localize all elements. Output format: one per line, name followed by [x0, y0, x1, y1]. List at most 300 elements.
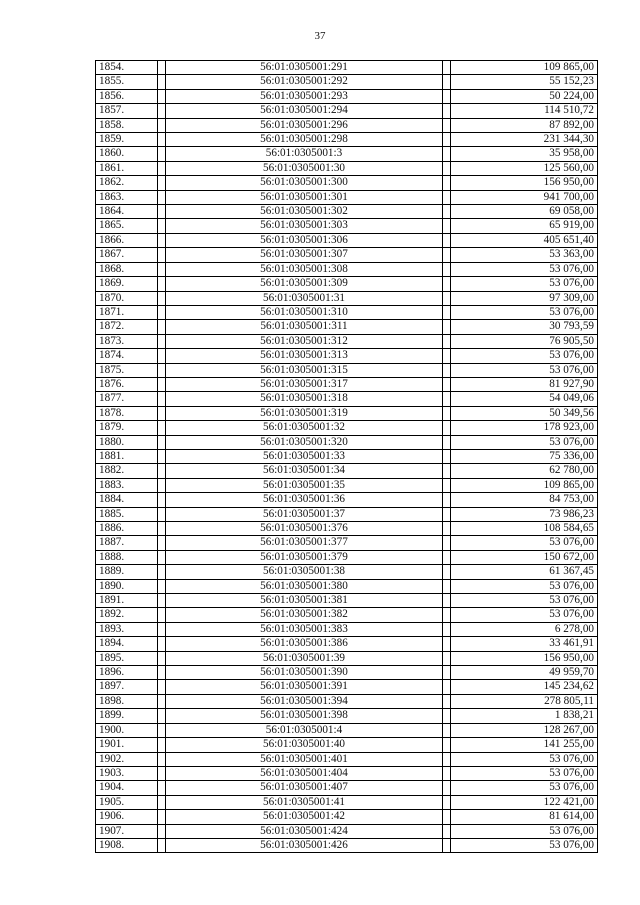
- cadastral-value-cell: 114 510,72: [451, 104, 598, 118]
- cadastral-number-cell: 56:01:0305001:302: [166, 205, 443, 219]
- cadastral-value-cell: 53 076,00: [451, 781, 598, 795]
- cadastral-value-cell: 109 865,00: [451, 61, 598, 75]
- page-number: 37: [314, 30, 326, 42]
- row-number-cell: 1904.: [96, 781, 158, 795]
- column-separator: [443, 666, 451, 680]
- table-row: [96, 723, 598, 737]
- cadastral-number-cell: 56:01:0305001:426: [166, 838, 443, 852]
- column-separator: [158, 579, 166, 593]
- column-separator: [443, 651, 451, 665]
- cadastral-number-cell: 56:01:0305001:407: [166, 781, 443, 795]
- cadastral-number-cell: 56:01:0305001:36: [166, 493, 443, 507]
- cadastral-number-cell: 56:01:0305001:382: [166, 608, 443, 622]
- row-number-cell: 1875.: [96, 363, 158, 377]
- column-separator: [443, 622, 451, 636]
- column-separator: [158, 781, 166, 795]
- cadastral-value-cell: 53 076,00: [451, 435, 598, 449]
- cadastral-value-cell: 97 309,00: [451, 291, 598, 305]
- column-separator: [158, 205, 166, 219]
- table-row: [96, 478, 598, 492]
- column-separator: [158, 493, 166, 507]
- table-row: [96, 608, 598, 622]
- row-number-cell: 1856.: [96, 89, 158, 103]
- cadastral-number-cell: 56:01:0305001:42: [166, 810, 443, 824]
- row-number-cell: 1878.: [96, 406, 158, 420]
- cadastral-value-cell: 84 753,00: [451, 493, 598, 507]
- cadastral-number-cell: 56:01:0305001:301: [166, 190, 443, 204]
- column-separator: [443, 723, 451, 737]
- column-separator: [158, 161, 166, 175]
- column-separator: [158, 752, 166, 766]
- column-separator: [443, 262, 451, 276]
- row-number-cell: 1860.: [96, 147, 158, 161]
- column-separator: [443, 838, 451, 852]
- cadastral-value-cell: 178 923,00: [451, 421, 598, 435]
- cadastral-number-cell: 56:01:0305001:40: [166, 738, 443, 752]
- column-separator: [443, 536, 451, 550]
- cadastral-value-cell: 1 838,21: [451, 709, 598, 723]
- table-row: [96, 75, 598, 89]
- table-row: [96, 680, 598, 694]
- table-row: [96, 594, 598, 608]
- row-number-cell: 1858.: [96, 118, 158, 132]
- column-separator: [158, 550, 166, 564]
- row-number-cell: 1881.: [96, 449, 158, 463]
- table-row: [96, 550, 598, 564]
- cadastral-value-cell: 109 865,00: [451, 478, 598, 492]
- cadastral-value-cell: 75 336,00: [451, 449, 598, 463]
- cadastral-number-cell: 56:01:0305001:386: [166, 637, 443, 651]
- row-number-cell: 1901.: [96, 738, 158, 752]
- cadastral-value-cell: 53 076,00: [451, 277, 598, 291]
- table-row: [96, 406, 598, 420]
- column-separator: [158, 810, 166, 824]
- cadastral-number-cell: 56:01:0305001:3: [166, 147, 443, 161]
- table-row: [96, 392, 598, 406]
- table-row: [96, 377, 598, 391]
- row-number-cell: 1880.: [96, 435, 158, 449]
- cadastral-number-cell: 56:01:0305001:311: [166, 320, 443, 334]
- cadastral-number-cell: 56:01:0305001:296: [166, 118, 443, 132]
- column-separator: [158, 622, 166, 636]
- table-row: [96, 421, 598, 435]
- cadastral-number-cell: 56:01:0305001:377: [166, 536, 443, 550]
- column-separator: [158, 190, 166, 204]
- column-separator: [443, 104, 451, 118]
- cadastral-value-cell: 53 076,00: [451, 305, 598, 319]
- cadastral-value-table: [95, 60, 598, 853]
- row-number-cell: 1883.: [96, 478, 158, 492]
- column-separator: [158, 262, 166, 276]
- column-separator: [443, 766, 451, 780]
- row-number-cell: 1903.: [96, 766, 158, 780]
- column-separator: [443, 75, 451, 89]
- column-separator: [158, 478, 166, 492]
- column-separator: [158, 594, 166, 608]
- cadastral-number-cell: 56:01:0305001:35: [166, 478, 443, 492]
- row-number-cell: 1864.: [96, 205, 158, 219]
- cadastral-value-cell: 33 461,91: [451, 637, 598, 651]
- column-separator: [443, 233, 451, 247]
- column-separator: [443, 190, 451, 204]
- column-separator: [443, 565, 451, 579]
- column-separator: [158, 421, 166, 435]
- column-separator: [443, 118, 451, 132]
- table-row: [96, 464, 598, 478]
- column-separator: [158, 89, 166, 103]
- table-row: [96, 637, 598, 651]
- cadastral-value-cell: 76 905,50: [451, 334, 598, 348]
- column-separator: [443, 305, 451, 319]
- cadastral-number-cell: 56:01:0305001:424: [166, 824, 443, 838]
- cadastral-value-cell: 53 076,00: [451, 766, 598, 780]
- row-number-cell: 1866.: [96, 233, 158, 247]
- row-number-cell: 1870.: [96, 291, 158, 305]
- cadastral-number-cell: 56:01:0305001:300: [166, 176, 443, 190]
- column-separator: [443, 781, 451, 795]
- cadastral-number-cell: 56:01:0305001:31: [166, 291, 443, 305]
- column-separator: [158, 522, 166, 536]
- cadastral-value-cell: 50 224,00: [451, 89, 598, 103]
- row-number-cell: 1885.: [96, 507, 158, 521]
- column-separator: [158, 118, 166, 132]
- column-separator: [443, 435, 451, 449]
- column-separator: [158, 838, 166, 852]
- cadastral-number-cell: 56:01:0305001:404: [166, 766, 443, 780]
- cadastral-number-cell: 56:01:0305001:394: [166, 694, 443, 708]
- row-number-cell: 1905.: [96, 795, 158, 809]
- row-number-cell: 1865.: [96, 219, 158, 233]
- cadastral-value-cell: 87 892,00: [451, 118, 598, 132]
- cadastral-number-cell: 56:01:0305001:33: [166, 449, 443, 463]
- table-row: [96, 810, 598, 824]
- cadastral-number-cell: 56:01:0305001:391: [166, 680, 443, 694]
- column-separator: [443, 291, 451, 305]
- table-row: [96, 522, 598, 536]
- cadastral-value-cell: 53 076,00: [451, 349, 598, 363]
- cadastral-value-cell: 53 076,00: [451, 536, 598, 550]
- cadastral-value-cell: 35 958,00: [451, 147, 598, 161]
- cadastral-number-cell: 56:01:0305001:37: [166, 507, 443, 521]
- column-separator: [158, 377, 166, 391]
- column-separator: [443, 694, 451, 708]
- row-number-cell: 1868.: [96, 262, 158, 276]
- row-number-cell: 1862.: [96, 176, 158, 190]
- column-separator: [443, 608, 451, 622]
- row-number-cell: 1889.: [96, 565, 158, 579]
- cadastral-value-cell: 53 363,00: [451, 248, 598, 262]
- row-number-cell: 1859.: [96, 133, 158, 147]
- cadastral-number-cell: 56:01:0305001:307: [166, 248, 443, 262]
- column-separator: [158, 824, 166, 838]
- cadastral-value-cell: 50 349,56: [451, 406, 598, 420]
- column-separator: [443, 219, 451, 233]
- row-number-cell: 1893.: [96, 622, 158, 636]
- table-row: [96, 61, 598, 75]
- row-number-cell: 1895.: [96, 651, 158, 665]
- cadastral-value-cell: 125 560,00: [451, 161, 598, 175]
- row-number-cell: 1908.: [96, 838, 158, 852]
- column-separator: [443, 522, 451, 536]
- cadastral-value-cell: 62 780,00: [451, 464, 598, 478]
- column-separator: [443, 377, 451, 391]
- column-separator: [443, 349, 451, 363]
- cadastral-number-cell: 56:01:0305001:38: [166, 565, 443, 579]
- cadastral-number-cell: 56:01:0305001:308: [166, 262, 443, 276]
- cadastral-value-cell: 150 672,00: [451, 550, 598, 564]
- row-number-cell: 1882.: [96, 464, 158, 478]
- column-separator: [443, 406, 451, 420]
- column-separator: [158, 334, 166, 348]
- column-separator: [158, 666, 166, 680]
- cadastral-number-cell: 56:01:0305001:39: [166, 651, 443, 665]
- column-separator: [443, 176, 451, 190]
- row-number-cell: 1873.: [96, 334, 158, 348]
- column-separator: [158, 305, 166, 319]
- cadastral-number-cell: 56:01:0305001:294: [166, 104, 443, 118]
- row-number-cell: 1872.: [96, 320, 158, 334]
- column-separator: [158, 608, 166, 622]
- column-separator: [158, 147, 166, 161]
- row-number-cell: 1884.: [96, 493, 158, 507]
- column-separator: [158, 795, 166, 809]
- column-separator: [443, 507, 451, 521]
- cadastral-value-cell: 941 700,00: [451, 190, 598, 204]
- cadastral-number-cell: 56:01:0305001:310: [166, 305, 443, 319]
- row-number-cell: 1888.: [96, 550, 158, 564]
- column-separator: [158, 75, 166, 89]
- row-number-cell: 1861.: [96, 161, 158, 175]
- table-row: [96, 838, 598, 852]
- column-separator: [158, 723, 166, 737]
- row-number-cell: 1863.: [96, 190, 158, 204]
- cadastral-number-cell: 56:01:0305001:306: [166, 233, 443, 247]
- table-row: [96, 824, 598, 838]
- cadastral-number-cell: 56:01:0305001:383: [166, 622, 443, 636]
- row-number-cell: 1898.: [96, 694, 158, 708]
- cadastral-value-cell: 405 651,40: [451, 233, 598, 247]
- row-number-cell: 1857.: [96, 104, 158, 118]
- cadastral-number-cell: 56:01:0305001:313: [166, 349, 443, 363]
- table-row: [96, 795, 598, 809]
- table-row: [96, 622, 598, 636]
- table-row: [96, 104, 598, 118]
- column-separator: [158, 464, 166, 478]
- cadastral-value-cell: 61 367,45: [451, 565, 598, 579]
- cadastral-value-cell: 53 076,00: [451, 752, 598, 766]
- column-separator: [158, 435, 166, 449]
- row-number-cell: 1874.: [96, 349, 158, 363]
- cadastral-value-cell: 49 959,70: [451, 666, 598, 680]
- row-number-cell: 1899.: [96, 709, 158, 723]
- column-separator: [443, 795, 451, 809]
- table-row: [96, 190, 598, 204]
- column-separator: [443, 277, 451, 291]
- row-number-cell: 1876.: [96, 377, 158, 391]
- table-row: [96, 305, 598, 319]
- column-separator: [158, 709, 166, 723]
- cadastral-number-cell: 56:01:0305001:319: [166, 406, 443, 420]
- row-number-cell: 1869.: [96, 277, 158, 291]
- cadastral-value-cell: 53 076,00: [451, 363, 598, 377]
- column-separator: [158, 766, 166, 780]
- row-number-cell: 1907.: [96, 824, 158, 838]
- table-row: [96, 161, 598, 175]
- column-separator: [158, 320, 166, 334]
- cadastral-number-cell: 56:01:0305001:320: [166, 435, 443, 449]
- table-row: [96, 89, 598, 103]
- cadastral-number-cell: 56:01:0305001:401: [166, 752, 443, 766]
- cadastral-number-cell: 56:01:0305001:390: [166, 666, 443, 680]
- cadastral-value-cell: 128 267,00: [451, 723, 598, 737]
- table-row: [96, 666, 598, 680]
- cadastral-value-cell: 81 614,00: [451, 810, 598, 824]
- table-row: [96, 507, 598, 521]
- table-row: [96, 248, 598, 262]
- table-row: [96, 752, 598, 766]
- cadastral-number-cell: 56:01:0305001:376: [166, 522, 443, 536]
- cadastral-number-cell: 56:01:0305001:298: [166, 133, 443, 147]
- cadastral-number-cell: 56:01:0305001:379: [166, 550, 443, 564]
- cadastral-value-cell: 53 076,00: [451, 838, 598, 852]
- table-row: [96, 738, 598, 752]
- cadastral-number-cell: 56:01:0305001:398: [166, 709, 443, 723]
- table-row: [96, 262, 598, 276]
- cadastral-number-cell: 56:01:0305001:30: [166, 161, 443, 175]
- column-separator: [443, 133, 451, 147]
- row-number-cell: 1906.: [96, 810, 158, 824]
- table-row: [96, 118, 598, 132]
- row-number-cell: 1890.: [96, 579, 158, 593]
- column-separator: [443, 363, 451, 377]
- table-row: [96, 349, 598, 363]
- column-separator: [158, 291, 166, 305]
- row-number-cell: 1891.: [96, 594, 158, 608]
- cadastral-value-cell: 278 805,11: [451, 694, 598, 708]
- table-row: [96, 320, 598, 334]
- table-row: [96, 493, 598, 507]
- cadastral-value-cell: 53 076,00: [451, 594, 598, 608]
- table-row: [96, 694, 598, 708]
- cadastral-value-cell: 53 076,00: [451, 579, 598, 593]
- column-separator: [158, 565, 166, 579]
- cadastral-value-cell: 73 986,23: [451, 507, 598, 521]
- column-separator: [158, 133, 166, 147]
- column-separator: [158, 61, 166, 75]
- column-separator: [158, 507, 166, 521]
- column-separator: [443, 61, 451, 75]
- column-separator: [443, 421, 451, 435]
- column-separator: [443, 738, 451, 752]
- column-separator: [443, 248, 451, 262]
- cadastral-number-cell: 56:01:0305001:4: [166, 723, 443, 737]
- row-number-cell: 1896.: [96, 666, 158, 680]
- row-number-cell: 1855.: [96, 75, 158, 89]
- table-row: [96, 536, 598, 550]
- cadastral-value-cell: 55 152,23: [451, 75, 598, 89]
- table-row: [96, 651, 598, 665]
- column-separator: [158, 392, 166, 406]
- table-body: [96, 61, 598, 853]
- column-separator: [158, 536, 166, 550]
- cadastral-number-cell: 56:01:0305001:293: [166, 89, 443, 103]
- cadastral-number-cell: 56:01:0305001:315: [166, 363, 443, 377]
- table-row: [96, 766, 598, 780]
- table-row: [96, 334, 598, 348]
- column-separator: [443, 89, 451, 103]
- cadastral-number-cell: 56:01:0305001:41: [166, 795, 443, 809]
- cadastral-value-cell: 65 919,00: [451, 219, 598, 233]
- column-separator: [443, 205, 451, 219]
- column-separator: [443, 680, 451, 694]
- row-number-cell: 1887.: [96, 536, 158, 550]
- column-separator: [443, 579, 451, 593]
- table-row: [96, 277, 598, 291]
- column-separator: [158, 176, 166, 190]
- column-separator: [443, 493, 451, 507]
- row-number-cell: 1886.: [96, 522, 158, 536]
- cadastral-value-cell: 53 076,00: [451, 262, 598, 276]
- row-number-cell: 1892.: [96, 608, 158, 622]
- cadastral-number-cell: 56:01:0305001:292: [166, 75, 443, 89]
- column-separator: [158, 248, 166, 262]
- cadastral-value-cell: 69 058,00: [451, 205, 598, 219]
- column-separator: [443, 824, 451, 838]
- column-separator: [158, 694, 166, 708]
- table-row: [96, 363, 598, 377]
- column-separator: [443, 147, 451, 161]
- column-separator: [158, 349, 166, 363]
- cadastral-value-cell: 145 234,62: [451, 680, 598, 694]
- column-separator: [158, 738, 166, 752]
- cadastral-value-cell: 231 344,30: [451, 133, 598, 147]
- column-separator: [443, 752, 451, 766]
- column-separator: [443, 320, 451, 334]
- column-separator: [443, 464, 451, 478]
- column-separator: [443, 810, 451, 824]
- cadastral-number-cell: 56:01:0305001:318: [166, 392, 443, 406]
- table-row: [96, 449, 598, 463]
- column-separator: [158, 104, 166, 118]
- table-row: [96, 435, 598, 449]
- column-separator: [158, 637, 166, 651]
- column-separator: [443, 709, 451, 723]
- column-separator: [443, 392, 451, 406]
- cadastral-number-cell: 56:01:0305001:312: [166, 334, 443, 348]
- column-separator: [158, 233, 166, 247]
- table-row: [96, 565, 598, 579]
- table-row: [96, 205, 598, 219]
- table-row: [96, 709, 598, 723]
- row-number-cell: 1877.: [96, 392, 158, 406]
- table-row: [96, 781, 598, 795]
- table-row: [96, 133, 598, 147]
- table-row: [96, 219, 598, 233]
- column-separator: [443, 550, 451, 564]
- column-separator: [443, 594, 451, 608]
- row-number-cell: 1897.: [96, 680, 158, 694]
- column-separator: [158, 219, 166, 233]
- column-separator: [443, 334, 451, 348]
- cadastral-number-cell: 56:01:0305001:309: [166, 277, 443, 291]
- column-separator: [158, 406, 166, 420]
- column-separator: [158, 277, 166, 291]
- row-number-cell: 1854.: [96, 61, 158, 75]
- row-number-cell: 1894.: [96, 637, 158, 651]
- column-separator: [158, 680, 166, 694]
- cadastral-value-cell: 54 049,06: [451, 392, 598, 406]
- cadastral-value-cell: 108 584,65: [451, 522, 598, 536]
